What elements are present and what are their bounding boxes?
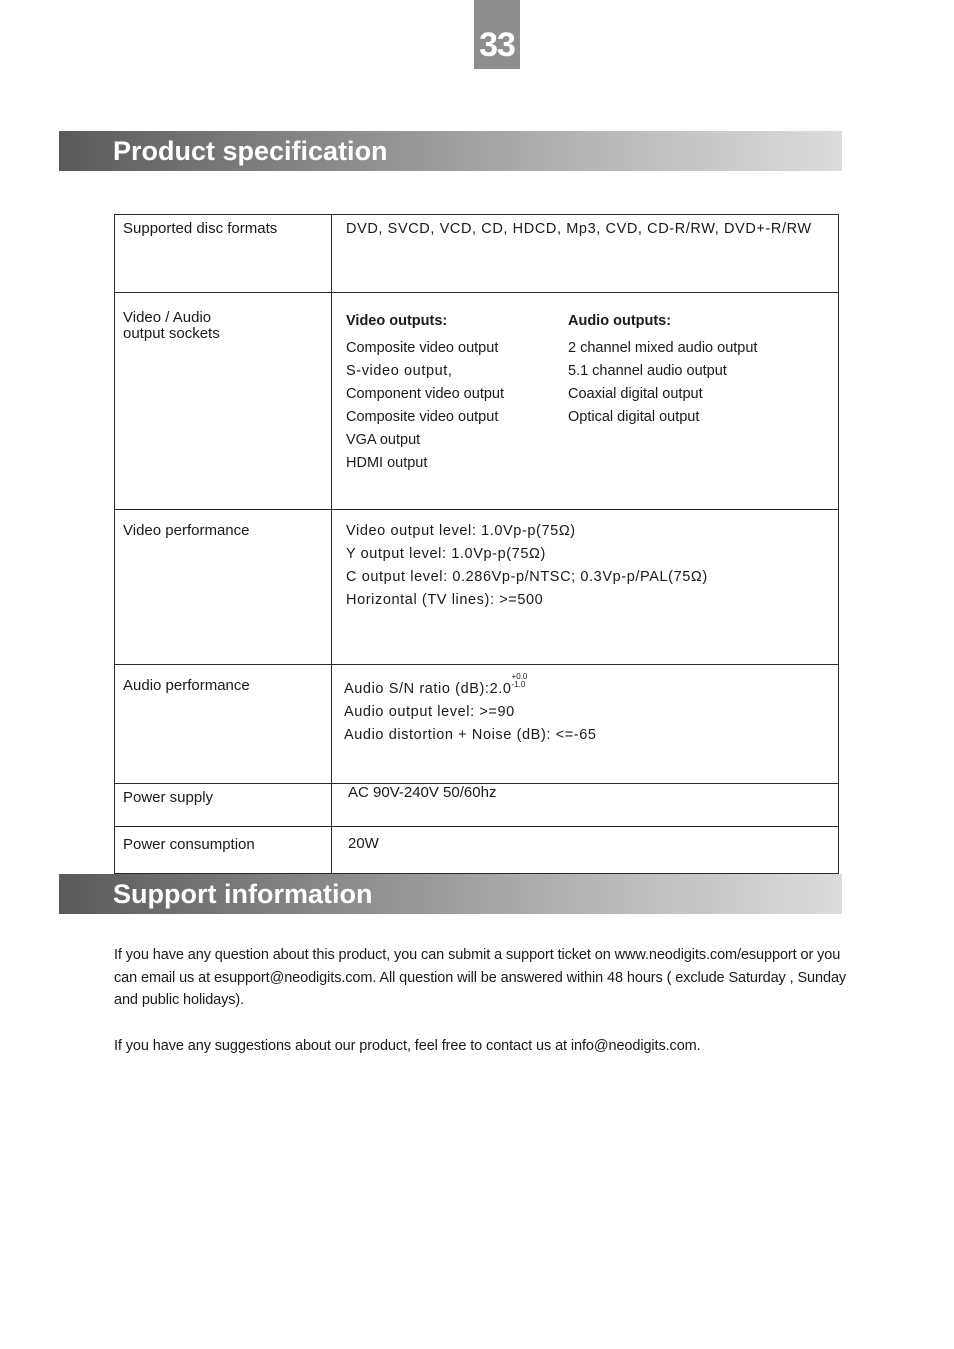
audio-output-level: Audio output level: >=90 xyxy=(344,704,515,720)
audio-sn-ratio xyxy=(344,673,830,701)
sockets-label-line1: Video / Audio xyxy=(123,309,212,326)
video-perf-line: Horizontal (TV lines): >=500 xyxy=(346,592,544,608)
spec-label-formats: Supported disc formats xyxy=(115,215,332,293)
audio-distortion: Audio distortion + Noise (dB): <=-65 xyxy=(344,727,597,743)
tolerance-plus: +0.0 xyxy=(511,672,528,681)
list-item: HDMI output xyxy=(346,455,428,471)
product-specification-heading: Product specification xyxy=(59,131,842,171)
video-perf-line: Y output level: 1.0Vp-p(75Ω) xyxy=(346,546,546,562)
spec-label-power-supply: Power supply xyxy=(115,784,332,827)
spec-value-power-supply: AC 90V-240V 50/60hz xyxy=(332,784,839,827)
support-information-heading: Support information xyxy=(59,874,842,914)
list-item: Composite video output xyxy=(346,340,499,356)
spec-label-sockets xyxy=(115,293,332,510)
support-paragraph-suggestions: If you have any suggestions about our product, feel free to contact us at info@neodigits.com. xyxy=(114,1037,701,1054)
spec-value-formats: DVD, SVCD, VCD, CD, HDCD, Mp3, CVD, CD-R/RW, DVD+-R/RW xyxy=(332,215,839,293)
spec-value-sockets xyxy=(332,293,839,510)
table-row xyxy=(115,784,839,827)
list-item: 5.1 channel audio output xyxy=(568,363,727,379)
list-item: Coaxial digital output xyxy=(568,386,703,402)
spec-label-audio-performance: Audio performance xyxy=(115,665,332,784)
support-paragraph-question: If you have any question about this product, you can submit a support ticket on www.neodigits.com/esupport or you can email us at esupport@neodigits.com. All question will be answered within 48 hours ( exclude Saturday , Sunday and public holidays). xyxy=(114,947,847,1009)
page-number: 33 xyxy=(474,0,520,69)
spec-value-power-consumption: 20W xyxy=(332,827,839,874)
support-body xyxy=(114,944,864,1080)
audio-outputs-title: Audio outputs: xyxy=(568,313,672,329)
tolerance-minus: -1.0 xyxy=(511,680,526,689)
spec-label-video-performance: Video performance xyxy=(115,510,332,665)
table-row xyxy=(115,665,839,784)
list-item: 2 channel mixed audio output xyxy=(568,340,758,356)
list-item: Composite video output xyxy=(346,409,499,425)
audio-outputs-list xyxy=(568,310,757,475)
spec-value-audio-performance xyxy=(332,665,839,784)
video-outputs-list xyxy=(346,310,568,475)
specification-table xyxy=(114,214,839,874)
spec-value-video-performance xyxy=(332,510,839,665)
table-row xyxy=(115,510,839,665)
audio-sn-ratio-text: Audio S/N ratio (dB):2.0 xyxy=(344,681,512,697)
table-row xyxy=(115,293,839,510)
list-item: VGA output xyxy=(346,432,421,448)
video-outputs-title: Video outputs: xyxy=(346,313,448,329)
video-perf-line: C output level: 0.286Vp-p/NTSC; 0.3Vp-p/PAL(75Ω) xyxy=(346,569,708,585)
video-perf-line: Video output level: 1.0Vp-p(75Ω) xyxy=(346,523,576,539)
table-row xyxy=(115,827,839,874)
sockets-label-line2: output sockets xyxy=(123,325,220,342)
list-item: S-video output, xyxy=(346,363,453,379)
audio-sn-tolerance xyxy=(512,673,528,689)
table-row xyxy=(115,215,839,293)
spec-label-power-consumption: Power consumption xyxy=(115,827,332,874)
list-item: Optical digital output xyxy=(568,409,700,425)
list-item: Component video output xyxy=(346,386,504,402)
